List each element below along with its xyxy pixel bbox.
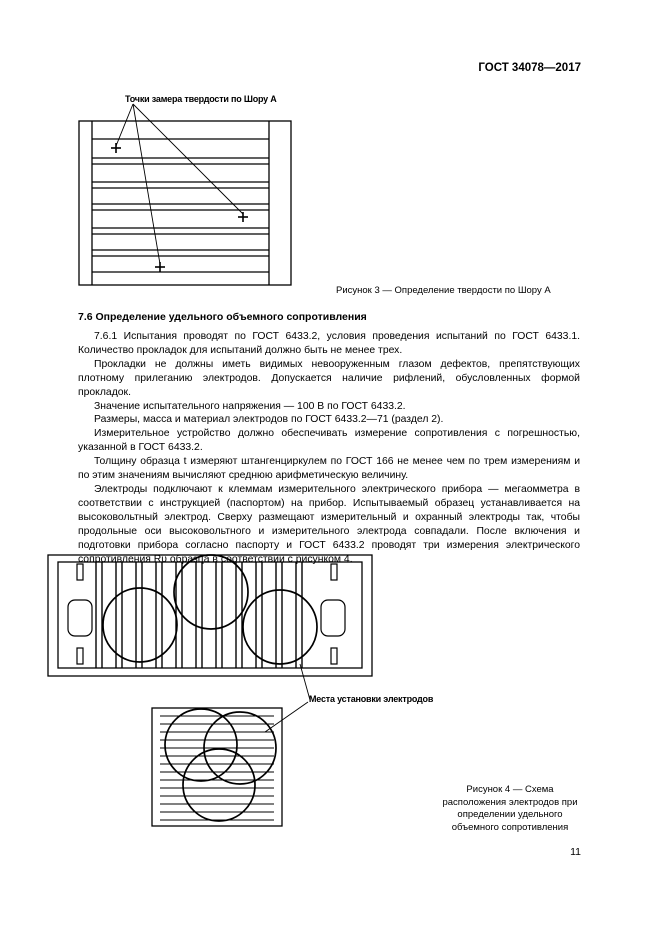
paragraph: Измерительное устройство должно обеспечивать измерение сопротивления с погрешностью, указанной в ГОСТ 6433.2. <box>78 428 580 454</box>
paragraph: Размеры, масса и материал электродов по ГОСТ 6433.2—71 (раздел 2). <box>94 414 444 426</box>
section-title: 7.6 Определение удельного объемного сопротивления <box>78 311 367 323</box>
figure-3-label: Точки замера твердости по Шору А <box>125 94 277 104</box>
figure-3-caption: Рисунок 3 — Определение твердости по Шору А <box>336 285 551 296</box>
figure-4-label: Места установки электродов <box>309 694 434 704</box>
figure-3-drawing <box>0 0 661 300</box>
paragraph: 7.6.1 Испытания проводят по ГОСТ 6433.2, условия проведения испытаний по ГОСТ 6433.1. Количество прокладок для испытаний должно быть не менее трех. <box>78 331 580 356</box>
figure-4-caption: Рисунок 4 — Схема расположения электродов при определении удельного объемного сопротивления <box>442 784 578 833</box>
paragraph: Прокладки не должны иметь видимых невооруженным глазом дефектов, препятствующих плотному прилеганию электродов. Допускается наличие рифлений, обусловленных формой прокладок. <box>78 358 580 398</box>
document-id: ГОСТ 34078—2017 <box>478 62 581 74</box>
page-number: 11 <box>570 846 581 858</box>
body-text <box>78 330 580 566</box>
paragraph: Электроды подключают к клеммам измерительного электрического прибора — мегаомметра в соответствии с инструкцией (паспортом) на прибор. Испытываемый образец устанавливается на высоковольтный электрод. Сверху размещают измерительный и охранный электроды так, чтобы продольные оси высоковольтного и измерительного электрода совпадали. После включения и подготовки прибора согласно паспорту и ГОСТ 6433.2 проводят три измерения электрического сопротивления Rυ образца в соответствии с рисунком 4. <box>78 483 580 565</box>
paragraph: Значение испытательного напряжения — 100 В по ГОСТ 6433.2. <box>94 400 406 412</box>
paragraph: Толщину образца t измеряют штангенциркулем по ГОСТ 166 не менее чем по трем измерениям и по этим значениям вычисляют среднюю арифметическую величину. <box>78 456 580 482</box>
